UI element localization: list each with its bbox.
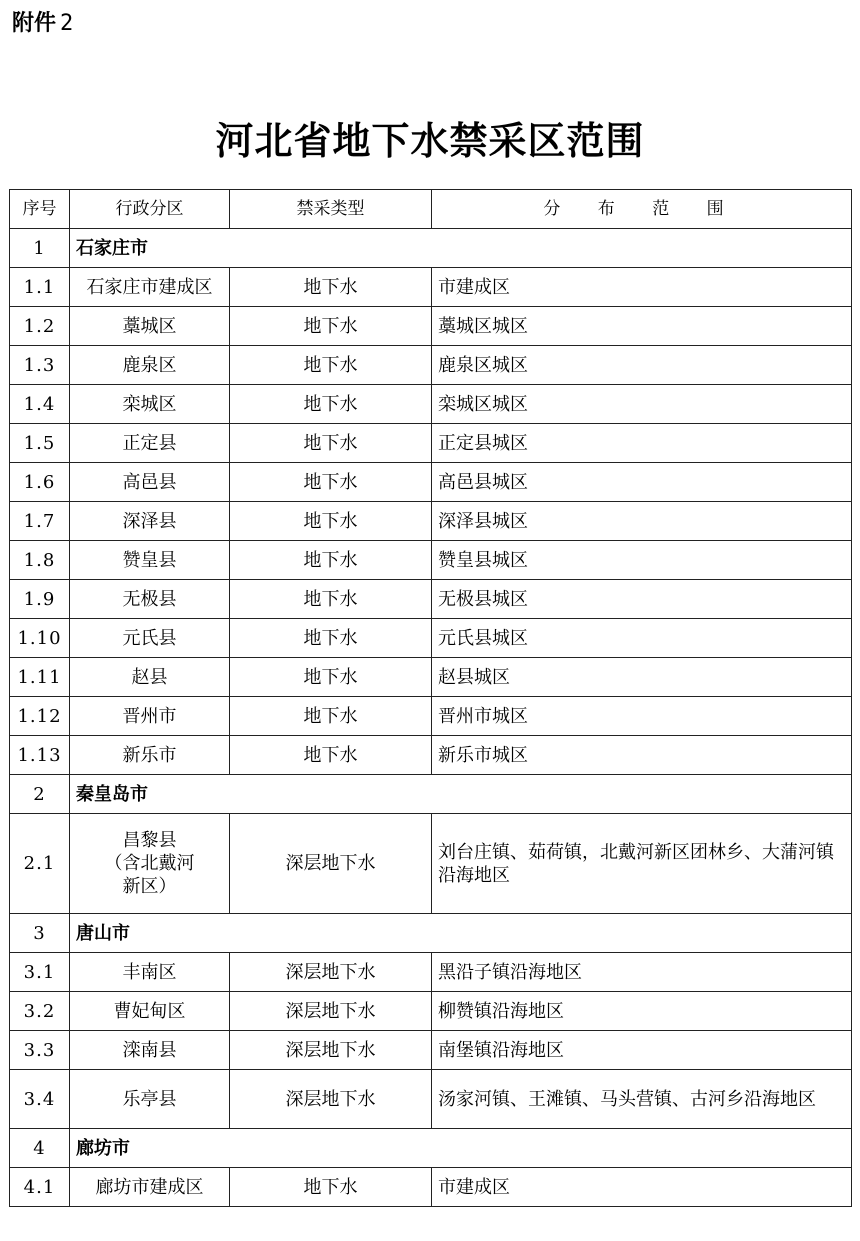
distribution-cell: 市建成区 [432, 268, 852, 307]
table-row [10, 502, 852, 541]
table-row [10, 268, 852, 307]
type-cell: 地下水 [230, 541, 432, 580]
header-district: 行政分区 [70, 190, 230, 229]
distribution-cell: 无极县城区 [432, 580, 852, 619]
row-number: 1.1 [10, 268, 70, 307]
row-number: 3.2 [10, 992, 70, 1031]
type-cell: 地下水 [230, 619, 432, 658]
row-number: 1.12 [10, 697, 70, 736]
table-row [10, 619, 852, 658]
table-row [10, 1070, 852, 1129]
type-cell: 地下水 [230, 346, 432, 385]
row-number: 1.6 [10, 463, 70, 502]
type-cell: 深层地下水 [230, 1031, 432, 1070]
row-number: 1.3 [10, 346, 70, 385]
row-number: 3.3 [10, 1031, 70, 1070]
district-cell: 滦南县 [70, 1031, 230, 1070]
table-header-row [10, 190, 852, 229]
district-cell: 深泽县 [70, 502, 230, 541]
district-line: （含北戴河 [104, 853, 195, 874]
district-cell: 丰南区 [70, 953, 230, 992]
row-number: 1.9 [10, 580, 70, 619]
city-group-row [10, 775, 852, 814]
district-cell: 无极县 [70, 580, 230, 619]
type-cell: 深层地下水 [230, 953, 432, 992]
distribution-cell: 栾城区城区 [432, 385, 852, 424]
row-number: 1.7 [10, 502, 70, 541]
district-cell [70, 814, 230, 914]
city-group-row [10, 914, 852, 953]
attachment-label [12, 8, 73, 40]
table-row [10, 658, 852, 697]
district-cell: 栾城区 [70, 385, 230, 424]
district-cell: 曹妃甸区 [70, 992, 230, 1031]
district-cell: 石家庄市建成区 [70, 268, 230, 307]
distribution-cell: 鹿泉区城区 [432, 346, 852, 385]
header-distribution: 分 布 范 围 [432, 190, 852, 229]
table-body [10, 229, 852, 1207]
distribution-cell: 刘台庄镇、茹荷镇，北戴河新区团林乡、大蒲河镇沿海地区 [432, 814, 852, 914]
district-cell: 鹿泉区 [70, 346, 230, 385]
distribution-cell: 元氏县城区 [432, 619, 852, 658]
type-cell: 地下水 [230, 268, 432, 307]
row-number: 1.10 [10, 619, 70, 658]
district-line: 新区） [122, 876, 177, 897]
table-row [10, 346, 852, 385]
district-cell: 正定县 [70, 424, 230, 463]
type-cell: 地下水 [230, 385, 432, 424]
type-cell: 地下水 [230, 736, 432, 775]
table-row [10, 307, 852, 346]
city-name: 廊坊市 [70, 1129, 852, 1168]
distribution-cell: 汤家河镇、王滩镇、马头营镇、古河乡沿海地区 [432, 1070, 852, 1129]
table-row [10, 424, 852, 463]
table-row [10, 736, 852, 775]
type-cell: 深层地下水 [230, 814, 432, 914]
row-number: 4.1 [10, 1168, 70, 1207]
row-number: 1.5 [10, 424, 70, 463]
type-cell: 地下水 [230, 424, 432, 463]
type-cell: 深层地下水 [230, 992, 432, 1031]
distribution-cell: 赞皇县城区 [432, 541, 852, 580]
distribution-cell: 藁城区城区 [432, 307, 852, 346]
district-cell: 高邑县 [70, 463, 230, 502]
distribution-cell: 黑沿子镇沿海地区 [432, 953, 852, 992]
type-cell: 地下水 [230, 1168, 432, 1207]
table-row [10, 385, 852, 424]
city-group-row [10, 1129, 852, 1168]
distribution-cell: 新乐市城区 [432, 736, 852, 775]
district-cell: 乐亭县 [70, 1070, 230, 1129]
city-group-row [10, 229, 852, 268]
type-cell: 地下水 [230, 502, 432, 541]
row-number: 2.1 [10, 814, 70, 914]
city-name: 唐山市 [70, 914, 852, 953]
district-cell: 藁城区 [70, 307, 230, 346]
row-number: 1.8 [10, 541, 70, 580]
distribution-cell: 正定县城区 [432, 424, 852, 463]
type-cell: 地下水 [230, 697, 432, 736]
type-cell: 地下水 [230, 658, 432, 697]
table-row [10, 953, 852, 992]
table-row [10, 814, 852, 914]
page-title: 河北省地下水禁采区范围 [215, 118, 645, 163]
table-row [10, 463, 852, 502]
city-number: 4 [10, 1129, 70, 1168]
table-row [10, 580, 852, 619]
table-row [10, 541, 852, 580]
distribution-cell: 市建成区 [432, 1168, 852, 1207]
row-number: 1.4 [10, 385, 70, 424]
city-number: 3 [10, 914, 70, 953]
row-number: 1.11 [10, 658, 70, 697]
type-cell: 深层地下水 [230, 1070, 432, 1129]
attachment-number: 2 [60, 11, 74, 36]
row-number: 1.13 [10, 736, 70, 775]
district-cell: 元氏县 [70, 619, 230, 658]
city-name: 石家庄市 [70, 229, 852, 268]
district-cell: 赵县 [70, 658, 230, 697]
city-number: 2 [10, 775, 70, 814]
header-type: 禁采类型 [230, 190, 432, 229]
type-cell: 地下水 [230, 307, 432, 346]
attachment-word: 附件 [12, 11, 57, 36]
district-cell: 晋州市 [70, 697, 230, 736]
row-number: 1.2 [10, 307, 70, 346]
district-cell: 新乐市 [70, 736, 230, 775]
row-number: 3.1 [10, 953, 70, 992]
table-row [10, 697, 852, 736]
distribution-cell: 南堡镇沿海地区 [432, 1031, 852, 1070]
prohibited-zone-table [9, 189, 852, 1207]
district-line: 昌黎县 [122, 830, 177, 851]
district-cell: 廊坊市建成区 [70, 1168, 230, 1207]
type-cell: 地下水 [230, 463, 432, 502]
table-row [10, 992, 852, 1031]
type-cell: 地下水 [230, 580, 432, 619]
city-name: 秦皇岛市 [70, 775, 852, 814]
district-cell: 赞皇县 [70, 541, 230, 580]
distribution-cell: 柳赞镇沿海地区 [432, 992, 852, 1031]
table-row [10, 1031, 852, 1070]
city-number: 1 [10, 229, 70, 268]
distribution-cell: 晋州市城区 [432, 697, 852, 736]
table-row [10, 1168, 852, 1207]
distribution-cell: 赵县城区 [432, 658, 852, 697]
distribution-cell: 深泽县城区 [432, 502, 852, 541]
distribution-cell: 高邑县城区 [432, 463, 852, 502]
row-number: 3.4 [10, 1070, 70, 1129]
header-no: 序号 [10, 190, 70, 229]
